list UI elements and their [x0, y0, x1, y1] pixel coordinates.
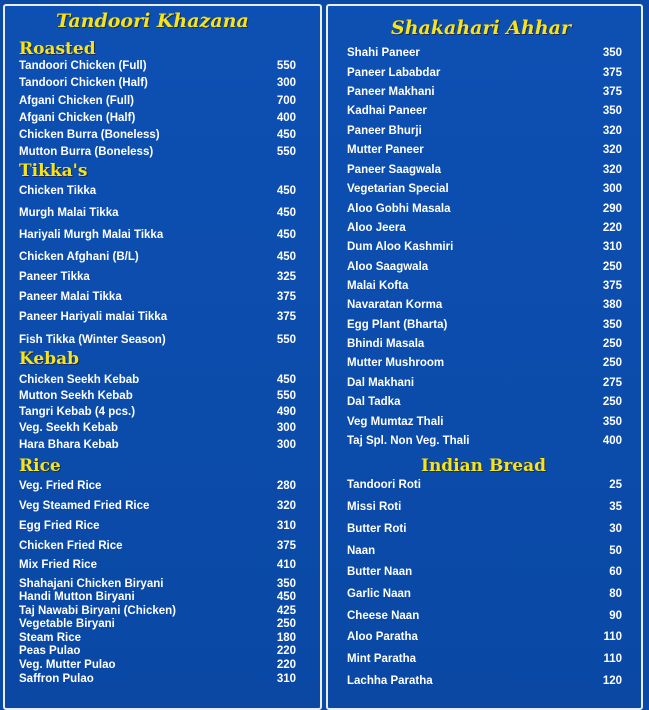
menu-item-price: 320: [602, 164, 622, 176]
menu-item-price: 290: [602, 203, 622, 215]
menu-item: [347, 85, 622, 99]
menu-item-price: 320: [602, 144, 622, 156]
menu-item-price: 300: [276, 77, 296, 89]
menu-item: [347, 260, 622, 274]
menu-item-name: Butter Naan: [347, 566, 413, 578]
menu-item-name: Naan: [347, 545, 376, 557]
menu-item: [19, 577, 296, 591]
menu-item-name: Paneer Makhani: [347, 86, 435, 98]
menu-item: [19, 373, 296, 387]
menu-item-name: Hariyali Murgh Malai Tikka: [19, 229, 164, 241]
menu-item-name: Egg Plant (Bharta): [347, 319, 448, 331]
menu-item-name: Chicken Burra (Boneless): [19, 129, 160, 141]
menu-item-price: 275: [602, 377, 622, 389]
menu-item-name: Aloo Paratha: [347, 631, 418, 643]
menu-item: [19, 389, 296, 403]
menu-item-price: 220: [276, 659, 296, 671]
menu-item: [347, 104, 622, 118]
menu-item-price: 350: [276, 578, 296, 590]
menu-item-name: Shahi Paneer: [347, 47, 420, 59]
menu-item: [347, 240, 622, 254]
menu-item-name: Tangri Kebab (4 pcs.): [19, 406, 136, 418]
menu-item-name: Chicken Seekh Kebab: [19, 374, 140, 386]
menu-item-price: 30: [609, 523, 622, 535]
menu-item: [19, 604, 296, 618]
menu-item-name: Paneer Tikka: [19, 271, 90, 283]
menu-item: [19, 310, 296, 324]
menu-item: [347, 630, 622, 644]
menu-item: [347, 221, 622, 235]
menu-item-price: 50: [609, 545, 622, 557]
menu-item-price: 400: [602, 435, 622, 447]
menu-item-name: Hara Bhara Kebab: [19, 439, 119, 451]
menu-item-price: 450: [276, 229, 296, 241]
menu-item-price: 250: [602, 357, 622, 369]
menu-item: [19, 438, 296, 452]
menu-item-price: 80: [609, 588, 622, 600]
menu-item-price: 250: [602, 261, 622, 273]
menu-item-name: Tandoori Chicken (Full): [19, 60, 147, 72]
menu-item: [347, 587, 622, 601]
menu-item: [347, 500, 622, 514]
menu-item-name: Butter Roti: [347, 523, 407, 535]
menu-item-price: 550: [276, 60, 296, 72]
menu-item: [347, 415, 622, 429]
menu-item-name: Veg. Mutter Pulao: [19, 659, 116, 671]
menu-item: [19, 617, 296, 631]
menu-item: [19, 184, 296, 198]
menu-item-name: Vegetable Biryani: [19, 618, 115, 630]
menu-item-name: Steam Rice: [19, 632, 82, 644]
section-heading-rice: Rice: [19, 456, 61, 476]
menu-item: [19, 499, 296, 513]
menu-item-name: Handi Mutton Biryani: [19, 591, 135, 603]
menu-item: [347, 46, 622, 60]
menu-item-price: 450: [276, 591, 296, 603]
menu-item: [19, 519, 296, 533]
menu-item: [347, 434, 622, 448]
menu-item-price: 350: [602, 416, 622, 428]
section-heading-tikka: Tikka's: [19, 161, 88, 181]
section-heading-kebab: Kebab: [19, 349, 80, 369]
menu-item: [347, 124, 622, 138]
menu-item-name: Chicken Fried Rice: [19, 540, 123, 552]
menu-item-price: 450: [276, 129, 296, 141]
menu-item-name: Mint Paratha: [347, 653, 417, 665]
menu-item: [19, 479, 296, 493]
menu-item-name: Taj Nawabi Biryani (Chicken): [19, 605, 176, 617]
menu-item: [19, 421, 296, 435]
menu-item: [347, 66, 622, 80]
menu-item-name: Paneer Hariyali malai Tikka: [19, 311, 168, 323]
menu-item: [19, 672, 296, 686]
menu-item-price: 25: [609, 479, 622, 491]
menu-item-name: Mutton Seekh Kebab: [19, 390, 133, 402]
menu-item-name: Mix Fried Rice: [19, 559, 97, 571]
menu-item-price: 425: [276, 605, 296, 617]
menu-item-price: 310: [276, 673, 296, 685]
menu-item-price: 310: [276, 520, 296, 532]
menu-item-price: 450: [276, 207, 296, 219]
menu-item-price: 375: [602, 280, 622, 292]
menu-item: [19, 405, 296, 419]
menu-item-name: Veg. Fried Rice: [19, 480, 102, 492]
section-heading-roasted: Roasted: [19, 39, 96, 59]
menu-item-price: 250: [276, 618, 296, 630]
menu-item-price: 110: [603, 631, 622, 643]
menu-item-price: 110: [603, 653, 622, 665]
menu-item-name: Garlic Naan: [347, 588, 411, 600]
menu-item-name: Paneer Bhurji: [347, 125, 422, 137]
menu-item: [19, 111, 296, 125]
menu-item-price: 375: [602, 67, 622, 79]
menu-item-name: Mutter Mushroom: [347, 357, 445, 369]
menu-item: [19, 128, 296, 142]
menu-item-name: Lachha Paratha: [347, 675, 433, 687]
menu-item-name: Kadhai Paneer: [347, 105, 427, 117]
menu-item: [347, 279, 622, 293]
menu-item-name: Paneer Lababdar: [347, 67, 441, 79]
menu-item-price: 490: [276, 406, 296, 418]
menu-item-name: Afgani Chicken (Half): [19, 112, 136, 124]
menu-item: [347, 318, 622, 332]
menu-item-name: Mutter Paneer: [347, 144, 424, 156]
menu-item-name: Dum Aloo Kashmiri: [347, 241, 454, 253]
menu-item-name: Murgh Malai Tikka: [19, 207, 119, 219]
menu-item-name: Chicken Afghani (B/L): [19, 251, 139, 263]
menu-item-price: 300: [602, 183, 622, 195]
menu-item: [19, 94, 296, 108]
menu-item-name: Veg Mumtaz Thali: [347, 416, 444, 428]
menu-item-name: Shahajani Chicken Biryani: [19, 578, 164, 590]
menu-item-price: 550: [276, 390, 296, 402]
menu-item-price: 250: [602, 396, 622, 408]
menu-item-price: 450: [276, 251, 296, 263]
menu-item-name: Egg Fried Rice: [19, 520, 100, 532]
menu-item-price: 450: [276, 185, 296, 197]
menu-item: [19, 270, 296, 284]
menu-item-price: 350: [602, 105, 622, 117]
menu-item: [347, 143, 622, 157]
menu-item-name: Aloo Jeera: [347, 222, 406, 234]
menu-item-price: 320: [602, 125, 622, 137]
menu-item-price: 550: [276, 146, 296, 158]
menu-item-name: Taj Spl. Non Veg. Thali: [347, 435, 470, 447]
menu-item-price: 320: [276, 500, 296, 512]
menu-item: [347, 652, 622, 666]
menu-item-name: Veg Steamed Fried Rice: [19, 500, 150, 512]
menu-item-price: 220: [276, 645, 296, 657]
menu-item-price: 375: [276, 311, 296, 323]
menu-item: [347, 182, 622, 196]
right-menu-title: Shakahari Ahhar: [391, 17, 571, 39]
menu-item: [19, 333, 296, 347]
menu-item-name: Tandoori Roti: [347, 479, 421, 491]
menu-item: [347, 376, 622, 390]
menu-item-name: Missi Roti: [347, 501, 402, 513]
menu-item: [19, 290, 296, 304]
menu-item: [347, 395, 622, 409]
menu-item: [347, 478, 622, 492]
menu-item-price: 375: [276, 540, 296, 552]
menu-item-name: Chicken Tikka: [19, 185, 97, 197]
menu-item: [19, 644, 296, 658]
menu-item-name: Malai Kofta: [347, 280, 409, 292]
menu-item-name: Fish Tikka (Winter Season): [19, 334, 166, 346]
menu-item: [19, 658, 296, 672]
menu-item-price: 250: [602, 338, 622, 350]
menu-item: [347, 565, 622, 579]
menu-item-name: Mutton Burra (Boneless): [19, 146, 154, 158]
menu-item-price: 380: [602, 299, 622, 311]
menu-item-price: 120: [602, 675, 622, 687]
menu-item-name: Vegetarian Special: [347, 183, 449, 195]
menu-item-name: Paneer Saagwala: [347, 164, 441, 176]
menu-item: [19, 558, 296, 572]
menu-item-price: 350: [602, 47, 622, 59]
menu-item-price: 35: [609, 501, 622, 513]
menu-item-price: 450: [276, 374, 296, 386]
menu-item-name: Tandoori Chicken (Half): [19, 77, 148, 89]
menu-item: [347, 202, 622, 216]
menu-item-price: 280: [276, 480, 296, 492]
menu-item-price: 90: [609, 610, 622, 622]
menu-item: [19, 76, 296, 90]
menu-item: [19, 590, 296, 604]
menu-item-price: 550: [276, 334, 296, 346]
menu-item-name: Dal Tadka: [347, 396, 401, 408]
menu-item: [19, 206, 296, 220]
section-heading-indian-bread: Indian Bread: [421, 456, 546, 476]
menu-item-price: 220: [602, 222, 622, 234]
menu-item-name: Cheese Naan: [347, 610, 420, 622]
menu-item: [347, 522, 622, 536]
menu-item-price: 325: [276, 271, 296, 283]
menu-item: [19, 59, 296, 73]
menu-item-price: 300: [276, 439, 296, 451]
menu-item-price: 410: [276, 559, 296, 571]
menu-item-price: 375: [602, 86, 622, 98]
menu-item-name: Veg. Seekh Kebab: [19, 422, 119, 434]
menu-item-name: Dal Makhani: [347, 377, 415, 389]
menu-item-price: 60: [609, 566, 622, 578]
menu-item: [19, 228, 296, 242]
menu-item: [347, 163, 622, 177]
menu-item: [347, 544, 622, 558]
menu-item-price: 350: [602, 319, 622, 331]
left-menu-title: Tandoori Khazana: [56, 10, 249, 32]
menu-item: [19, 250, 296, 264]
menu-item: [347, 337, 622, 351]
menu-item: [347, 356, 622, 370]
menu-item-name: Paneer Malai Tikka: [19, 291, 122, 303]
menu-item: [347, 674, 622, 688]
menu-item-name: Aloo Gobhi Masala: [347, 203, 451, 215]
menu-item-price: 400: [276, 112, 296, 124]
menu-item-price: 700: [276, 95, 296, 107]
menu-item: [19, 539, 296, 553]
menu-item-name: Afgani Chicken (Full): [19, 95, 134, 107]
menu-item-price: 300: [276, 422, 296, 434]
menu-item-price: 310: [602, 241, 622, 253]
menu-item-price: 180: [276, 632, 296, 644]
menu-item: [347, 609, 622, 623]
menu-item-name: Peas Pulao: [19, 645, 81, 657]
menu-item-name: Bhindi Masala: [347, 338, 425, 350]
menu-item: [19, 145, 296, 159]
menu-item-name: Aloo Saagwala: [347, 261, 429, 273]
menu-item-price: 375: [276, 291, 296, 303]
menu-item-name: Navaratan Korma: [347, 299, 443, 311]
menu-item: [19, 631, 296, 645]
menu-item-name: Saffron Pulao: [19, 673, 94, 685]
menu-item: [347, 298, 622, 312]
